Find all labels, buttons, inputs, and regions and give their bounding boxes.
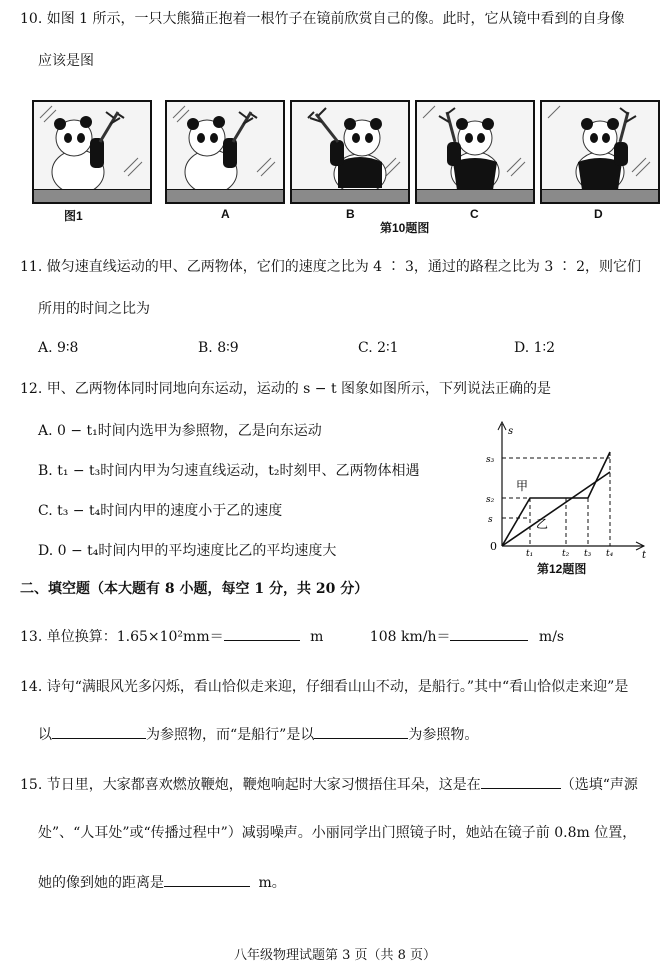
q15-line1-b: （选填“声源 — [560, 777, 638, 793]
q14-line2-c: 为参照物。 — [408, 727, 479, 743]
q11-option-b: B. 8∶9 — [198, 340, 239, 356]
q12-option-b: B. t₁ − t₃时间内甲为匀速直线运动，t₂时刻甲、乙两物体相遇 — [38, 463, 420, 479]
q11-option-d: D. 1∶2 — [514, 340, 556, 356]
y-axis-label: s — [508, 426, 514, 437]
panda-figure-b — [290, 100, 410, 204]
x-tick-t1: t₁ — [526, 549, 534, 559]
q11-line1: 11. 做匀速直线运动的甲、乙两物体，它们的速度之比为 4 ∶ 3，通过的路程之比为 3 ∶ 2，则它们 — [20, 259, 642, 275]
q15-line2: 处”、“人耳处”或“传播过程中”）减弱噪声。小丽同学出门照镜子时，她站在镜子前 0.8m 位置， — [38, 825, 637, 841]
q12-st-graph — [478, 418, 658, 578]
y-tick-s2: s₂ — [486, 495, 495, 505]
x-tick-t2: t₂ — [562, 549, 570, 559]
label-jia: 甲 — [516, 479, 529, 493]
q11-option-c: C. 2∶1 — [358, 340, 399, 356]
q15-line3-a: 她的像到她的距离是 — [38, 875, 164, 891]
x-axis-label: t — [642, 550, 647, 561]
q13-blank-2[interactable] — [450, 626, 528, 641]
figure-label-b: B — [346, 207, 355, 221]
panda-image-1 — [34, 102, 150, 202]
q15-line3-b: m。 — [258, 875, 286, 891]
q15-line3 — [38, 872, 286, 892]
line-jia — [502, 452, 610, 546]
q10-caption: 第10题图 — [380, 221, 430, 235]
figure-label-a: A — [221, 207, 230, 221]
q14-blank-1[interactable] — [52, 724, 146, 739]
q13-unit1: m — [310, 629, 324, 645]
x-tick-t4: t₄ — [606, 549, 614, 559]
panda-image-c — [417, 102, 533, 202]
q15-blank-2[interactable] — [164, 872, 250, 887]
y-tick-s3: s₃ — [486, 455, 495, 465]
q14-line2 — [38, 724, 478, 744]
label-yi: 乙 — [536, 517, 549, 531]
q12-option-c: C. t₃ − t₄时间内甲的速度小于乙的速度 — [38, 503, 283, 519]
q12-option-d: D. 0 − t₄时间内甲的平均速度比乙的平均速度大 — [38, 543, 337, 559]
section-2-heading: 二、填空题（本大题有 8 小题，每空 1 分，共 20 分） — [20, 581, 369, 597]
figure-label-c: C — [470, 207, 479, 221]
page-footer: 八年级物理试题第 3 页（共 8 页） — [233, 948, 437, 963]
q13-unit2: m/s — [538, 629, 565, 645]
q10-line1: 10. 如图 1 所示，一只大熊猫正抱着一根竹子在镜前欣赏自己的像。此时，它从镜中看到的自身像 — [20, 11, 625, 27]
panda-image-a — [167, 102, 283, 202]
q11-line2: 所用的时间之比为 — [38, 301, 150, 317]
q13-part2: 108 km/h＝ — [369, 629, 451, 645]
q15-blank-1[interactable] — [481, 774, 561, 789]
q13-part1: 13. 单位换算：1.65×10²mm＝ — [20, 629, 224, 645]
q14-line2-a: 以 — [38, 727, 52, 743]
q10-line2: 应该是图 — [38, 53, 94, 69]
q14-line2-b: 为参照物，而“是船行”是以 — [146, 727, 315, 743]
q12-stem: 12. 甲、乙两物体同时同地向东运动，运动的 s − t 图象如图所示，下列说法正确的是 — [20, 381, 552, 397]
q11-option-a: A. 9∶8 — [38, 340, 79, 356]
q12-option-a: A. 0 − t₁时间内选甲为参照物，乙是向东运动 — [38, 423, 322, 439]
panda-image-b — [292, 102, 408, 202]
panda-figure-a — [165, 100, 285, 204]
figure-label-1: 图1 — [64, 209, 83, 223]
panda-image-d — [542, 102, 658, 202]
panda-figure-1 — [32, 100, 152, 204]
q13-blank-1[interactable] — [224, 626, 300, 641]
q13-line — [20, 626, 564, 646]
q14-line1: 14. 诗句“满眼风光多闪烁，看山恰似走来迎，仔细看山山不动，是船行。”其中“看山恰似走来迎”是 — [20, 679, 629, 695]
q12-caption: 第12题图 — [537, 562, 587, 576]
figure-label-d: D — [594, 207, 603, 221]
y-tick-s: s — [488, 515, 493, 525]
panda-figure-d — [540, 100, 660, 204]
panda-figure-c — [415, 100, 535, 204]
graph-origin: 0 — [490, 540, 497, 553]
q14-blank-2[interactable] — [314, 724, 408, 739]
q15-line1-a: 15. 节日里，大家都喜欢燃放鞭炮，鞭炮响起时大家习惯捂住耳朵，这是在 — [20, 777, 481, 793]
x-tick-t3: t₃ — [584, 549, 592, 559]
q15-line1 — [20, 774, 638, 794]
